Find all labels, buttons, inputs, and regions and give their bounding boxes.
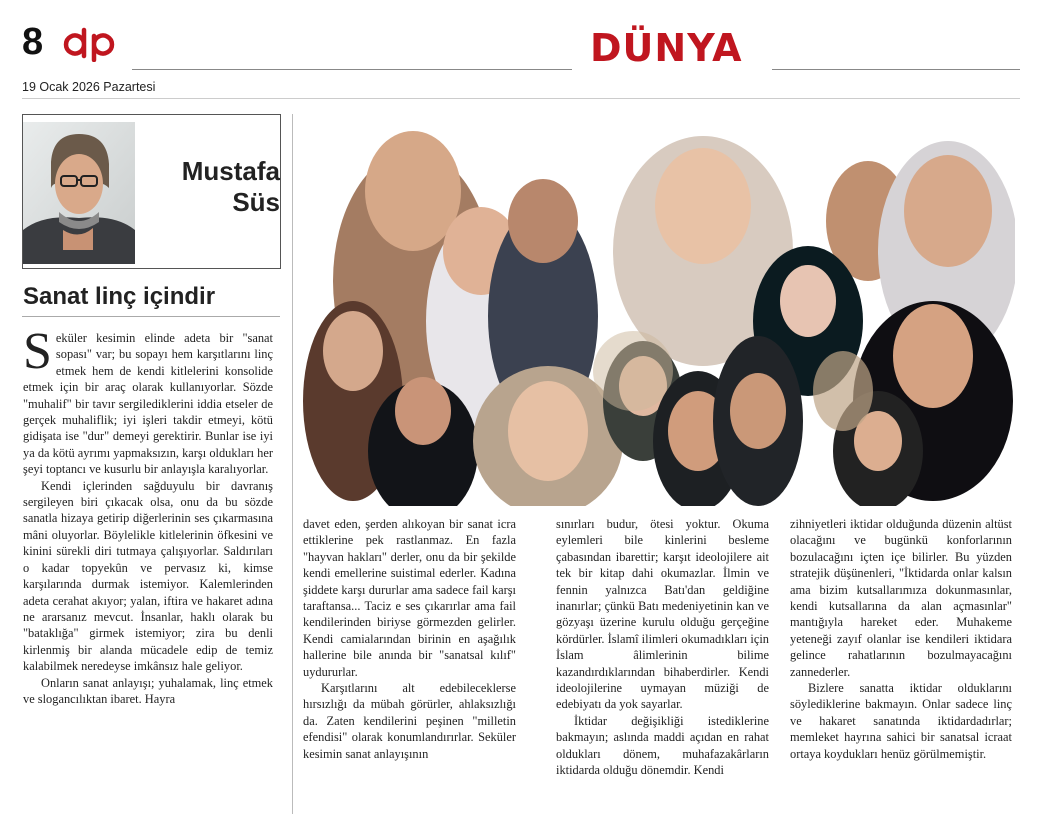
article-photo [303, 111, 1015, 506]
author-last-name: Süs [232, 187, 280, 217]
author-first-name: Mustafa [181, 156, 280, 186]
article-paragraph: Bizlere sanatta iktidar olduklarını söylediklerine bakmayın. Onlar sadece linç ve hakaret sanatında iktidardadırlar; memleket hayrına sahici bir sanatsal icraat ortaya koydukları henüz görülmemiştir. [790, 681, 1012, 761]
drop-cap: S [23, 323, 52, 380]
article-paragraph: İktidar değişikliği istediklerine bakmayın; aslında maddi açıdan en rahat oldukları dönem, muhafazakârların iktidarda olduğu dönemdir. Kendi [556, 713, 769, 778]
celebrity-collage [303, 111, 1015, 506]
headline: Sanat linç içindir [23, 283, 216, 310]
article-paragraph: Karşıtlarını alt edebileceklerse hırsızlığı da mübah görürler, ahlaksızlığı da. Zaten kendilerini peşinen "milletin efendisi" olarak konumlandırırlar. Seküler kesimin sanat anlayışının [303, 681, 516, 761]
collage-faces [303, 131, 1015, 506]
paragraph-text: eküler kesimin elinde adeta bir "sanat sopası" var; bu sopayı hem karşıtlarını linç etmek hem de kendi kitlelerini konsolide etmek için bir araç olarak kullanıyorlar. Sözde "muhalif" bir tavır sergilediklerini iddia etseler de gerçek muhaliflik; iyi işleri takdir etmeyi, kötü gidişata ise "dur" demeyi gerektirir. Bunlar ise iyi ya da kötü ayrımı yapmaksızın, karşı oldukları her şeyi toptancı ve kusurlu bir anlayışla karalıyorlar. [23, 331, 273, 477]
dateline-rule [22, 98, 1020, 99]
article-column-3 [556, 516, 769, 779]
article-column-1 [23, 323, 273, 707]
column-divider [292, 114, 293, 814]
dateline: 19 Ocak 2026 Pazartesi [22, 80, 156, 94]
header-rule-left [132, 69, 572, 70]
article-paragraph: Kendi içlerinden sağduyulu bir davranış sergileyen biri çıkacak olsa, onu da bu sözde sanatla hizaya getirip diğerlerinin ses çıkarmasına mâni oluyorlar. Böylelikle kitlelerinin öfkesini ve kinini sürekli diri tutmaya çalışıyorlar. Saldırıları o kadar topyekûn ve pervasız ki, kimse karşılarında durmak istemiyor. Kalemlerinden adeta cerahat akıyor; yalan, iftira ve hakaret adına ne ararsanız mevcut. İnsanlar, haklı olarak bu "bataklığa" girmek istemiyor; zira bu denli kirlenmiş bir alanda mücadele edip de temiz kalabilmek neredeyse imkânsız hale geliyor. [23, 478, 273, 674]
article-column-4 [790, 516, 1012, 762]
article-column-2 [303, 516, 516, 762]
header-rule-right [772, 69, 1020, 70]
author-photo [23, 122, 135, 264]
page-number: 8 [22, 21, 44, 63]
article-paragraph: zihniyetleri iktidar olduğunda düzenin altüst olacağını ve bugünkü konforlarının bozulacağını içten içe bilirler. Bu yüzden stratejik düşünenleri, "İktidarda onlar kalsın ama bizim kutsallarımıza dokunmasınlar, kendi kutsallarına da alan açmasınlar" mantığıyla hareket eder. Muhakeme yeteneği zayıf olanlar ise kendileri iktidara gelince rahatlarının bozulmayacağını zannederler. [790, 517, 1012, 679]
article-paragraph: davet eden, şerden alıkoyan bir sanat icra ettiklerine pek rastlanmaz. En fazla "hayvan hakları" derler, onu da bir şekilde kendi emellerine suistimal ederler. Kadına şiddete karşı dururlar ama sadece fail karşı taraftansa... Taciz e ses çıkarırlar ama fail kendilerinden biriyse görmezden gelirler. Kendi camialarından birinin en aşağılık hallerine bile anında bir "sanatsal kılıf" uydururlar. [303, 517, 516, 679]
article-paragraph: sınırları budur, ötesi yoktur. Okuma eylemleri bile kinlerini besleme çabasından ibarettir; karşıt ideolojilere ait tek bir kitap dahi okumazlar. İlmin ve fennin yalnızca Batı'dan geldiğine inanırlar; çünkü Batı medeniyetinin kan ve gözyaşı üzerine kurulu olduğu gerçeğine kördürler. İslamî ilimleri okumadıkları için İslam âlimlerinin bilime kazandırdıklarından bihaberdirler. Kendi ideolojilerine uymayan müziği de edebiyatı da yok sayarlar. [556, 517, 769, 712]
article-paragraph [23, 323, 273, 478]
headline-rule [22, 316, 280, 317]
article-paragraph: Onların sanat anlayışı; yuhalamak, linç etmek ve slogancılıktan ibaret. Hayra [23, 675, 273, 706]
masthead: DÜNYA [590, 26, 743, 70]
dp-logo-icon [60, 24, 118, 62]
author-name [150, 156, 280, 218]
